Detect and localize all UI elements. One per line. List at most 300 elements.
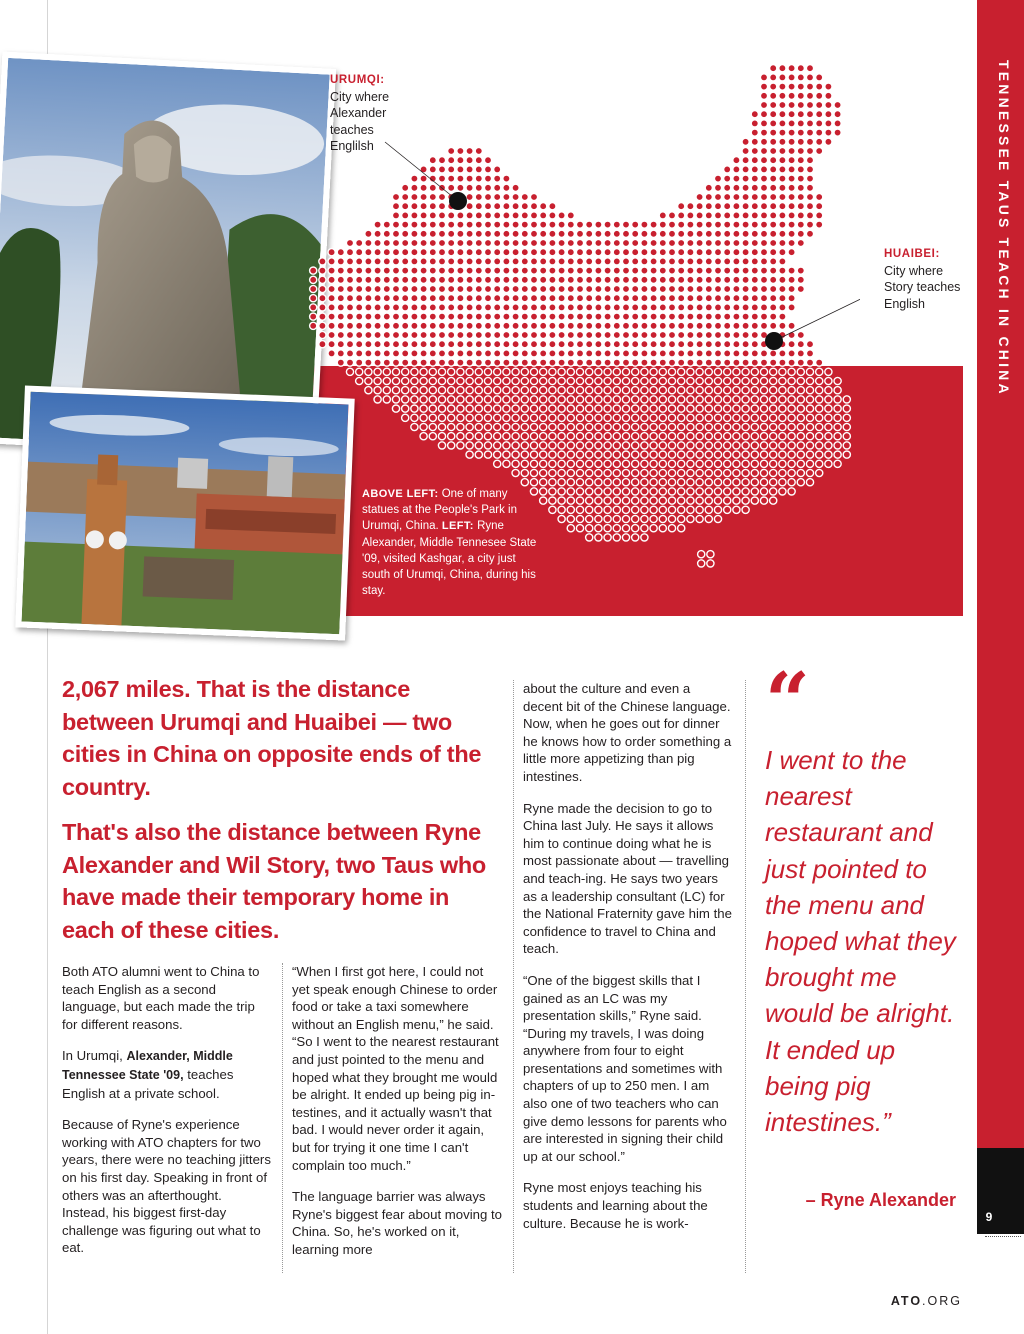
map-dot — [512, 221, 519, 228]
map-dot — [604, 433, 611, 440]
map-dot — [521, 221, 528, 228]
map-dot — [604, 506, 611, 513]
map-dot — [788, 138, 795, 145]
map-dot — [411, 249, 418, 256]
map-dot — [613, 488, 620, 495]
map-dot — [733, 322, 740, 329]
map-dot — [466, 359, 473, 366]
map-dot — [402, 276, 409, 283]
map-dot — [503, 230, 510, 237]
map-dot — [650, 249, 657, 256]
map-dot — [751, 203, 758, 210]
map-dot — [392, 212, 399, 219]
map-dot — [678, 377, 685, 384]
map-dot — [816, 414, 823, 421]
map-dot — [337, 285, 344, 292]
map-dot — [346, 249, 353, 256]
map-dot — [696, 515, 703, 522]
map-dot — [586, 322, 593, 329]
map-dot — [687, 405, 694, 412]
map-dot — [328, 249, 335, 256]
map-dot — [742, 147, 749, 154]
map-dot — [742, 276, 749, 283]
map-dot — [825, 433, 832, 440]
map-dot — [797, 414, 804, 421]
map-dot — [770, 111, 777, 118]
map-dot — [586, 515, 593, 522]
map-dot — [816, 193, 823, 200]
map-dot — [733, 488, 740, 495]
map-dot — [714, 469, 721, 476]
map-dot — [668, 497, 675, 504]
map-dot — [724, 359, 731, 366]
map-dot — [788, 230, 795, 237]
map-dot — [420, 377, 427, 384]
map-dot — [586, 451, 593, 458]
map-dot — [576, 341, 583, 348]
map-dot — [604, 295, 611, 302]
map-dot — [494, 414, 501, 421]
map-dot — [512, 322, 519, 329]
map-dot — [650, 515, 657, 522]
map-dot — [503, 322, 510, 329]
map-dot — [714, 359, 721, 366]
map-dot — [705, 341, 712, 348]
map-dot — [696, 203, 703, 210]
map-dot — [558, 396, 565, 403]
map-dot — [622, 267, 629, 274]
map-dot — [788, 423, 795, 430]
map-dot — [411, 423, 418, 430]
map-dot — [613, 405, 620, 412]
map-dot — [402, 212, 409, 219]
map-dot — [650, 433, 657, 440]
map-dot — [411, 203, 418, 210]
map-dot — [659, 341, 666, 348]
map-dot — [567, 258, 574, 265]
map-dot — [751, 111, 758, 118]
map-dot — [825, 451, 832, 458]
map-dot — [806, 442, 813, 449]
map-dot — [632, 285, 639, 292]
map-dot — [540, 239, 547, 246]
map-dot — [595, 322, 602, 329]
map-dot — [475, 414, 482, 421]
map-dot — [650, 221, 657, 228]
map-dot — [696, 506, 703, 513]
map-dot — [632, 249, 639, 256]
map-dot — [650, 405, 657, 412]
map-dot — [760, 111, 767, 118]
map-dot — [613, 377, 620, 384]
map-dot — [365, 387, 372, 394]
map-dot — [742, 341, 749, 348]
map-dot — [494, 377, 501, 384]
map-dot — [788, 120, 795, 127]
map-dot — [402, 414, 409, 421]
map-dot — [687, 497, 694, 504]
map-dot — [760, 433, 767, 440]
map-dot — [687, 341, 694, 348]
map-dot — [530, 368, 537, 375]
map-dot — [484, 368, 491, 375]
map-dot — [760, 221, 767, 228]
map-dot — [724, 203, 731, 210]
map-dot — [714, 175, 721, 182]
map-dot — [475, 267, 482, 274]
map-dot — [678, 359, 685, 366]
map-dot — [770, 120, 777, 127]
map-dot — [742, 350, 749, 357]
map-dot — [659, 460, 666, 467]
map-dot — [632, 295, 639, 302]
map-dot — [475, 276, 482, 283]
map-dot — [742, 322, 749, 329]
map-dot — [411, 414, 418, 421]
map-dot — [613, 258, 620, 265]
map-dot — [696, 497, 703, 504]
map-dot — [613, 525, 620, 532]
map-dot — [420, 414, 427, 421]
map-dot — [365, 276, 372, 283]
map-dot — [530, 377, 537, 384]
map-dot — [503, 175, 510, 182]
map-dot — [779, 396, 786, 403]
map-dot — [724, 405, 731, 412]
map-dot — [705, 451, 712, 458]
map-dot — [365, 341, 372, 348]
map-dot — [714, 313, 721, 320]
map-dot — [641, 506, 648, 513]
page-number: 9 — [985, 1210, 993, 1224]
map-dot — [788, 460, 795, 467]
map-dot — [659, 414, 666, 421]
map-dot — [687, 249, 694, 256]
map-dot — [521, 433, 528, 440]
map-dot — [595, 534, 602, 541]
map-dot — [475, 341, 482, 348]
map-dot — [760, 267, 767, 274]
map-dot — [558, 405, 565, 412]
map-dot — [760, 92, 767, 99]
map-dot — [632, 387, 639, 394]
map-dot — [641, 304, 648, 311]
map-dot — [521, 258, 528, 265]
map-dot — [742, 451, 749, 458]
map-dot — [742, 230, 749, 237]
map-dot — [696, 267, 703, 274]
map-dot — [806, 166, 813, 173]
map-dot — [356, 331, 363, 338]
map-dot — [659, 525, 666, 532]
map-dot — [622, 295, 629, 302]
map-dot — [438, 221, 445, 228]
map-dot — [411, 387, 418, 394]
map-dot — [457, 175, 464, 182]
map-dot — [724, 267, 731, 274]
map-dot — [457, 184, 464, 191]
map-dot — [641, 295, 648, 302]
map-dot — [356, 368, 363, 375]
map-dot — [678, 258, 685, 265]
map-dot — [613, 414, 620, 421]
map-dot — [402, 405, 409, 412]
map-dot — [622, 249, 629, 256]
map-dot — [724, 184, 731, 191]
map-dot — [411, 331, 418, 338]
map-dot — [751, 488, 758, 495]
map-dot — [346, 285, 353, 292]
map-dot — [567, 267, 574, 274]
map-dot — [705, 322, 712, 329]
map-dot — [457, 350, 464, 357]
map-dot — [788, 433, 795, 440]
map-dot — [843, 451, 850, 458]
map-dot — [383, 350, 390, 357]
map-dot — [365, 249, 372, 256]
map-dot — [540, 221, 547, 228]
map-dot — [687, 396, 694, 403]
map-dot — [392, 368, 399, 375]
map-dot — [429, 230, 436, 237]
map-dot — [595, 331, 602, 338]
section-title: TENNESSEE TAUS TEACH IN CHINA — [996, 60, 1012, 397]
map-dot — [816, 212, 823, 219]
map-dot — [816, 423, 823, 430]
map-dot — [687, 221, 694, 228]
map-dot — [797, 396, 804, 403]
map-dot — [383, 359, 390, 366]
map-dot — [604, 322, 611, 329]
map-dot — [622, 396, 629, 403]
map-dot — [797, 451, 804, 458]
caption-above-left-text: One of many statues at the People's Park in Urumqi, China. — [362, 488, 517, 533]
map-dot — [374, 350, 381, 357]
map-dot — [595, 405, 602, 412]
map-dot — [687, 377, 694, 384]
map-dot — [503, 387, 510, 394]
map-dot — [457, 230, 464, 237]
map-dot — [475, 405, 482, 412]
map-dot — [751, 166, 758, 173]
map-dot — [540, 313, 547, 320]
map-dot — [420, 350, 427, 357]
map-dot — [549, 460, 556, 467]
map-dot — [503, 359, 510, 366]
map-dot — [512, 460, 519, 467]
map-dot — [724, 285, 731, 292]
map-dot — [530, 212, 537, 219]
map-dot — [576, 525, 583, 532]
map-dot — [733, 497, 740, 504]
map-dot — [512, 276, 519, 283]
map-dot — [742, 377, 749, 384]
map-dot — [484, 396, 491, 403]
map-dot — [742, 157, 749, 164]
map-dot — [595, 258, 602, 265]
map-dot — [558, 469, 565, 476]
map-dot — [503, 267, 510, 274]
map-dot — [494, 212, 501, 219]
map-dot — [659, 488, 666, 495]
map-dot — [705, 405, 712, 412]
map-dot — [365, 377, 372, 384]
map-dot — [420, 387, 427, 394]
map-dot — [632, 230, 639, 237]
map-dot — [797, 120, 804, 127]
map-dot — [503, 276, 510, 283]
map-dot — [457, 267, 464, 274]
map-dot — [503, 331, 510, 338]
map-dot — [733, 230, 740, 237]
map-dot — [383, 368, 390, 375]
map-dot — [632, 433, 639, 440]
map-dot — [429, 184, 436, 191]
map-dot — [521, 442, 528, 449]
map-dot — [770, 175, 777, 182]
map-dot — [448, 405, 455, 412]
map-dot — [484, 331, 491, 338]
map-dot — [558, 451, 565, 458]
map-dot — [687, 258, 694, 265]
map-dot — [733, 331, 740, 338]
map-dot — [457, 405, 464, 412]
map-dot — [383, 313, 390, 320]
map-dot — [742, 506, 749, 513]
map-dot — [429, 157, 436, 164]
map-dot — [346, 331, 353, 338]
map-dot — [659, 387, 666, 394]
map-dot — [411, 285, 418, 292]
map-dot — [668, 368, 675, 375]
map-dot — [549, 230, 556, 237]
map-dot — [365, 285, 372, 292]
map-dot — [641, 249, 648, 256]
map-dot — [328, 331, 335, 338]
map-dot — [650, 387, 657, 394]
map-dot — [558, 442, 565, 449]
map-dot — [411, 295, 418, 302]
map-dot — [678, 249, 685, 256]
map-dot — [668, 276, 675, 283]
map-dot — [797, 285, 804, 292]
map-dot — [558, 479, 565, 486]
map-dot — [779, 212, 786, 219]
map-dot — [696, 304, 703, 311]
map-dot — [705, 249, 712, 256]
map-dot — [503, 368, 510, 375]
pull-quote-attribution: – Ryne Alexander — [805, 1190, 956, 1210]
map-dot — [328, 258, 335, 265]
map-dot — [770, 405, 777, 412]
map-dot — [751, 276, 758, 283]
map-dot — [613, 322, 620, 329]
map-dot — [411, 175, 418, 182]
map-dot — [788, 488, 795, 495]
map-dot — [705, 515, 712, 522]
map-dot — [825, 460, 832, 467]
map-dot — [696, 423, 703, 430]
map-dot — [613, 515, 620, 522]
map-dot — [733, 405, 740, 412]
map-dot — [503, 433, 510, 440]
map-dot — [494, 239, 501, 246]
map-dot — [742, 193, 749, 200]
map-dot — [567, 239, 574, 246]
map-dot — [733, 506, 740, 513]
map-dot — [659, 239, 666, 246]
map-dot — [457, 249, 464, 256]
map-dot — [632, 258, 639, 265]
map-dot — [779, 387, 786, 394]
map-dot — [733, 239, 740, 246]
map-dot — [567, 359, 574, 366]
map-dot — [797, 184, 804, 191]
map-dot — [733, 212, 740, 219]
site-url[interactable]: ATO.ORG — [890, 1294, 962, 1308]
map-dot — [659, 276, 666, 283]
map-dot — [696, 239, 703, 246]
map-dot — [402, 285, 409, 292]
map-dot — [733, 396, 740, 403]
map-dot — [668, 442, 675, 449]
map-dot — [788, 111, 795, 118]
map-dot — [466, 304, 473, 311]
map-dot — [632, 442, 639, 449]
map-dot — [678, 368, 685, 375]
map-dot — [383, 258, 390, 265]
map-dot — [558, 488, 565, 495]
map-dot — [567, 276, 574, 283]
map-dot — [567, 285, 574, 292]
map-dot — [622, 368, 629, 375]
map-dot — [733, 184, 740, 191]
map-dot — [751, 442, 758, 449]
map-dot — [622, 442, 629, 449]
map-dot — [650, 304, 657, 311]
map-dot — [714, 276, 721, 283]
map-dot — [466, 341, 473, 348]
map-dot — [770, 313, 777, 320]
map-dot — [567, 387, 574, 394]
map-dot — [383, 221, 390, 228]
map-dot — [779, 92, 786, 99]
map-dot — [816, 203, 823, 210]
map-dot — [530, 414, 537, 421]
map-dot — [540, 479, 547, 486]
map-dot — [632, 267, 639, 274]
map-dot — [779, 111, 786, 118]
map-dot — [319, 341, 326, 348]
map-dot — [466, 350, 473, 357]
map-dot — [641, 525, 648, 532]
map-dot — [494, 368, 501, 375]
map-dot — [770, 258, 777, 265]
map-dot — [797, 221, 804, 228]
map-dot — [558, 341, 565, 348]
map-dot — [806, 101, 813, 108]
map-dot — [484, 239, 491, 246]
map-dot — [696, 469, 703, 476]
map-dot — [576, 506, 583, 513]
map-dot — [724, 488, 731, 495]
map-dot — [687, 506, 694, 513]
map-dot — [779, 101, 786, 108]
map-dot — [825, 120, 832, 127]
map-dot — [760, 175, 767, 182]
map-dot — [788, 396, 795, 403]
map-dot — [687, 423, 694, 430]
